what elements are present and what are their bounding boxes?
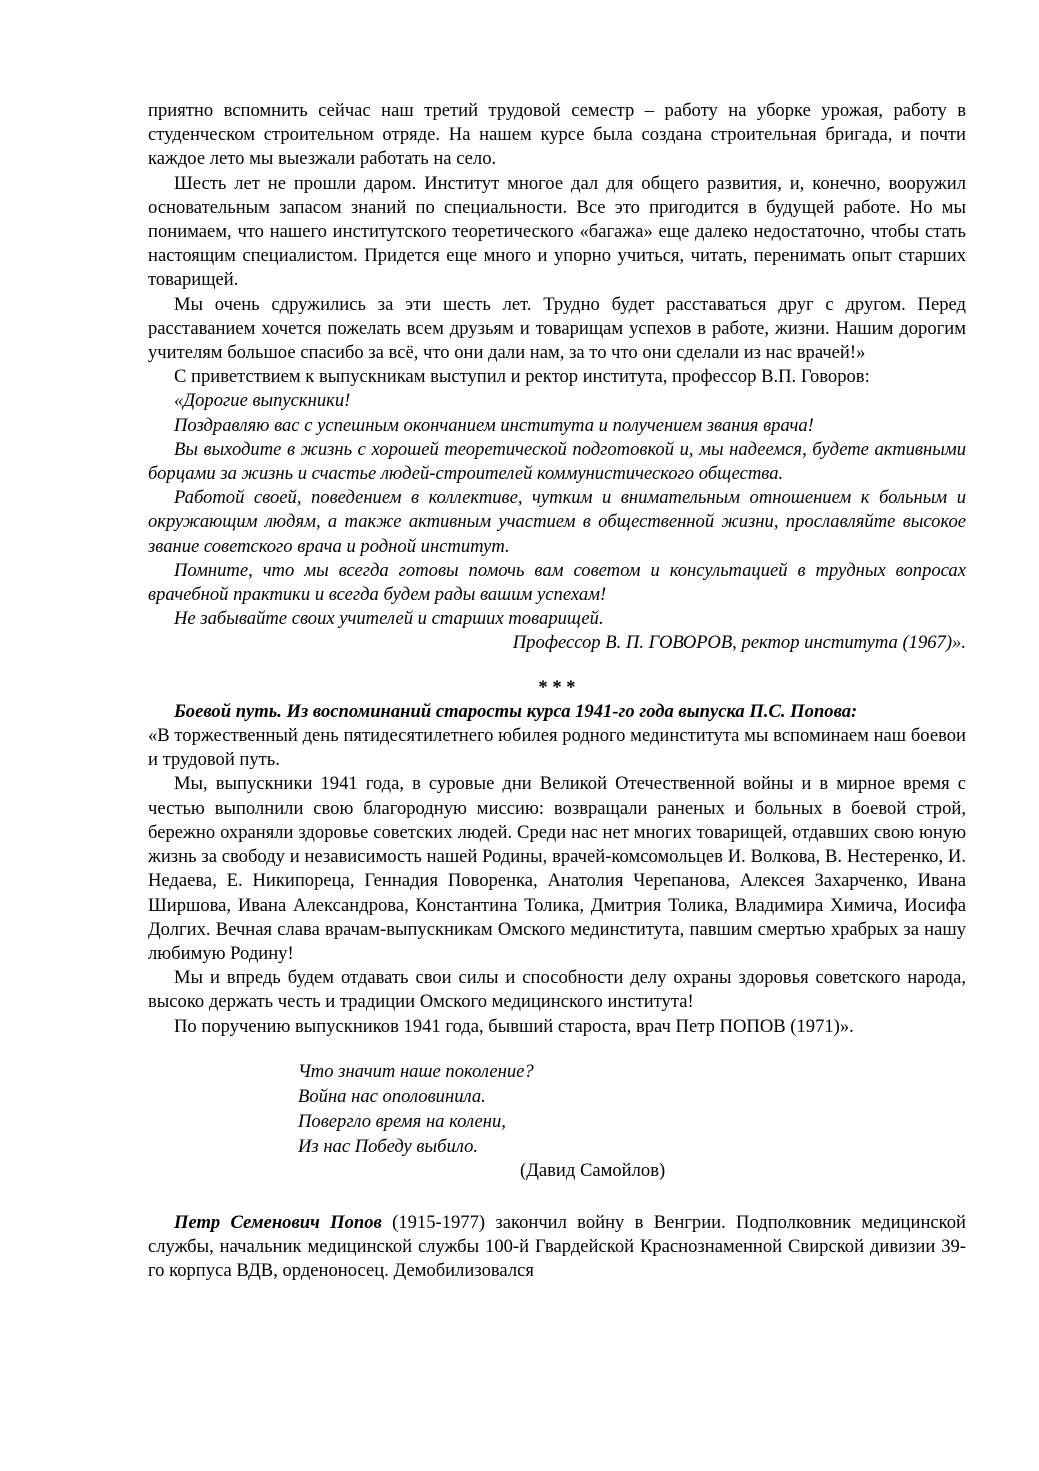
quote-paragraph: Не забывайте своих учителей и старших товарищей. [174,608,604,630]
paragraph: По поручению выпускников 1941 года, бывший староста, врач Петр ПОПОВ (1971)». [174,1015,854,1037]
quote-paragraph: Вы выходите в жизнь с хорошей теоретической подготовкой и, мы надеемся, будете активными борцами за жизнь и счастье людей-строителей коммунистического общества. [148,438,966,485]
paragraph: С приветствием к выпускникам выступил и ректор института, профессор В.П. Говоров: [174,366,870,388]
paragraph: Мы, выпускники 1941 года, в суровые дни Великой Отечественной войны и в мирное время с честью выполнили свою благородную миссию: возвращали раненых и больных в боевой строй, бережно охраняли здоровье советских людей. Среди нас нет многих товарищей, отдавших свою юную жизнь за свободу и независимость нашей Родины, врачей-комсомольцев И. Волкова, В. Нестеренко, И. Недаева, Е. Никипореца, Геннадия Поворенка, Анатолия Черепанова, Алексея Захарченко, Ивана Ширшова, Ивана Александрова, Константина Толика, Дмитрия Толика, Владимира Химича, Иосифа Долгих. Вечная слава врачам-выпускникам Омского мединститута, павшим смертью храбрых за нашу любимую Родину! [148,773,966,964]
poem [298,1059,966,1159]
poem-line: Война нас ополовинила. [298,1085,486,1107]
biography-name: Петр Семенович Попов [174,1211,382,1233]
quote-greeting: «Дорогие выпускники! [174,390,351,412]
quote-paragraph: Поздравляю вас с успешным окончанием института и получением звания врача! [174,414,814,436]
section-separator: * * * [538,676,576,698]
paragraph: Шесть лет не прошли даром. Институт многое дал для общего развития, и, конечно, вооружил основательным запасом знаний по специальности. Все это пригодится в будущей работе. Но мы понимаем, что нашего институтского теоретического «багажа» еще далеко недостаточно, чтобы стать настоящим специалистом. Придется еще много и упорно учиться, читать, перенимать опыт старших товарищей. [148,172,966,291]
paragraph: Мы и впредь будем отдавать свои силы и способности делу охраны здоровья советского народа, высоко держать честь и традиции Омского медицинского института! [148,967,966,1013]
poem-line: Что значит наше поколение? [298,1060,534,1082]
quote-signature: Профессор В. П. ГОВОРОВ, ректор института (1967)». [512,632,966,654]
biography-text: (1915-1977) закончил войну в Венгрии. Подполковник медицинской службы, начальник медицинской службы 100-й Гвардейской Краснознаменной Свирской дивизии 39-го корпуса ВДВ, орденоносец. Демобилизовался [148,1211,966,1282]
section-heading: Боевой путь. Из воспоминаний старосты курса 1941-го года выпуска П.С. Попова: [174,700,858,722]
paragraph: Мы очень сдружились за эти шесть лет. Трудно будет расставаться друг с другом. Перед расставанием хочется пожелать всем друзьям и товарищам успехов в работе, жизни. Нашим дорогим учителям большое спасибо за всё, что они дали нам, за то что они сделали из нас врачей!» [148,293,966,364]
document-page [148,99,966,1284]
quote-paragraph: Работой своей, поведением в коллективе, чутким и внимательным отношением к больным и окружающим людям, а также активным участием в общественной жизни, прославляйте высокое звание советского врача и родной институт. [148,487,966,557]
paragraph: «В торжественный день пятидесятилетнего юбилея родного мединститута мы вспоминаем наш боевои и трудовой путь. [148,725,966,771]
spacer [148,1183,966,1211]
poem-line: Повергло время на колени, [298,1110,506,1132]
quote-paragraph: Помните, что мы всегда готовы помочь вам советом и консультацией в трудных вопросах врачебной практики и всегда будем рады вашим успехам! [148,559,966,606]
paragraph: приятно вспомнить сейчас наш третий трудовой семестр – работу на уборке урожая, работу в студенческом строительном отряде. На нашем курсе была создана строительная бригада, и почти каждое лето мы выезжали работать на село. [148,100,966,170]
poem-line: Из нас Победу выбило. [298,1135,479,1157]
biography-paragraph [148,1211,966,1284]
poem-author: (Давид Самойлов) [520,1159,666,1181]
